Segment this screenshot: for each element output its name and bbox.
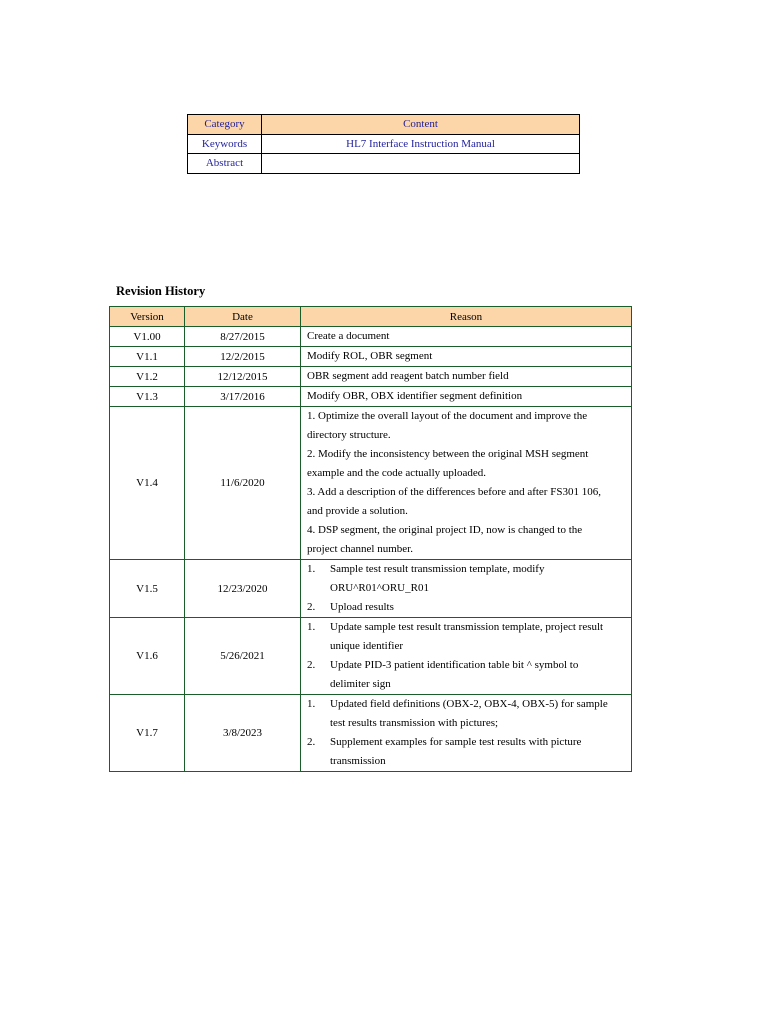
item-number: 2. <box>307 601 316 613</box>
item-number: 1. <box>307 621 316 633</box>
revision-header-date: Date <box>185 307 301 327</box>
meta-header-row <box>188 115 580 135</box>
reason-line: 1. Optimize the overall layout of the document and improve the <box>307 410 588 422</box>
reason-line: delimiter sign <box>330 678 391 690</box>
version-cell: V1.2 <box>110 367 185 387</box>
reason-cell <box>301 560 632 618</box>
date-cell: 5/26/2021 <box>185 618 301 695</box>
reason-list-item <box>307 598 631 617</box>
date-cell: 12/12/2015 <box>185 367 301 387</box>
revision-header-reason: Reason <box>301 307 632 327</box>
reason-cell: OBR segment add reagent batch number field <box>301 367 632 387</box>
date-cell: 3/8/2023 <box>185 695 301 772</box>
table-row <box>110 618 632 695</box>
reason-line: directory structure. <box>307 429 391 441</box>
meta-header-category: Category <box>188 115 262 135</box>
reason-line: Supplement examples for sample test results with picture <box>330 736 582 748</box>
meta-label-abstract: Abstract <box>188 154 262 174</box>
reason-line: unique identifier <box>330 640 404 652</box>
revision-header-version: Version <box>110 307 185 327</box>
version-cell: V1.1 <box>110 347 185 367</box>
reason-list-item <box>307 618 631 656</box>
revision-history-title: Revision History <box>116 284 206 298</box>
date-cell: 12/2/2015 <box>185 347 301 367</box>
reason-line: Update sample test result transmission template, project result <box>330 621 604 633</box>
reason-line: and provide a solution. <box>307 505 408 517</box>
version-cell: V1.00 <box>110 327 185 347</box>
reason-line: Updated field definitions (OBX-2, OBX-4, OBX-5) for sample <box>330 698 608 710</box>
meta-label-keywords: Keywords <box>188 134 262 154</box>
reason-list-item <box>307 656 631 694</box>
table-row <box>110 407 632 560</box>
revision-header-row <box>110 307 632 327</box>
version-cell: V1.6 <box>110 618 185 695</box>
table-row <box>110 387 632 407</box>
reason-cell: Create a document <box>301 327 632 347</box>
reason-cell: Modify ROL, OBR segment <box>301 347 632 367</box>
item-number: 2. <box>307 659 316 671</box>
reason-line: example and the code actually uploaded. <box>307 467 486 479</box>
document-meta-table <box>187 114 580 174</box>
table-row <box>110 347 632 367</box>
table-row <box>110 560 632 618</box>
reason-line: test results transmission with pictures; <box>330 717 499 729</box>
reason-line: Sample test result transmission template, modify <box>330 563 545 575</box>
meta-row-abstract <box>188 154 580 174</box>
version-cell: V1.7 <box>110 695 185 772</box>
date-cell: 3/17/2016 <box>185 387 301 407</box>
reason-line: ORU^R01^ORU_R01 <box>330 582 429 594</box>
reason-cell <box>301 618 632 695</box>
table-row <box>110 327 632 347</box>
reason-list-item <box>307 733 631 771</box>
meta-value-keywords: HL7 Interface Instruction Manual <box>262 134 580 154</box>
version-cell: V1.4 <box>110 407 185 560</box>
reason-list-item <box>307 560 631 598</box>
item-number: 1. <box>307 698 316 710</box>
reason-line: Upload results <box>330 601 394 613</box>
reason-line: 3. Add a description of the differences before and after FS301 106, <box>307 486 601 498</box>
reason-cell: Modify OBR, OBX identifier segment definition <box>301 387 632 407</box>
version-cell: V1.5 <box>110 560 185 618</box>
table-row <box>110 695 632 772</box>
reason-list-item <box>307 695 631 733</box>
reason-line: 2. Modify the inconsistency between the original MSH segment <box>307 448 589 460</box>
item-number: 1. <box>307 563 316 575</box>
meta-header-content: Content <box>262 115 580 135</box>
reason-line: project channel number. <box>307 543 413 555</box>
date-cell: 12/23/2020 <box>185 560 301 618</box>
reason-cell <box>301 695 632 772</box>
item-number: 2. <box>307 736 316 748</box>
reason-line: 4. DSP segment, the original project ID, now is changed to the <box>307 524 583 536</box>
reason-line: transmission <box>330 755 386 767</box>
date-cell: 11/6/2020 <box>185 407 301 560</box>
meta-row-keywords <box>188 134 580 154</box>
reason-line: Update PID-3 patient identification table bit ^ symbol to <box>330 659 579 671</box>
meta-value-abstract <box>262 154 580 174</box>
table-row <box>110 367 632 387</box>
revision-history-table <box>109 306 632 772</box>
version-cell: V1.3 <box>110 387 185 407</box>
date-cell: 8/27/2015 <box>185 327 301 347</box>
reason-cell <box>301 407 632 560</box>
